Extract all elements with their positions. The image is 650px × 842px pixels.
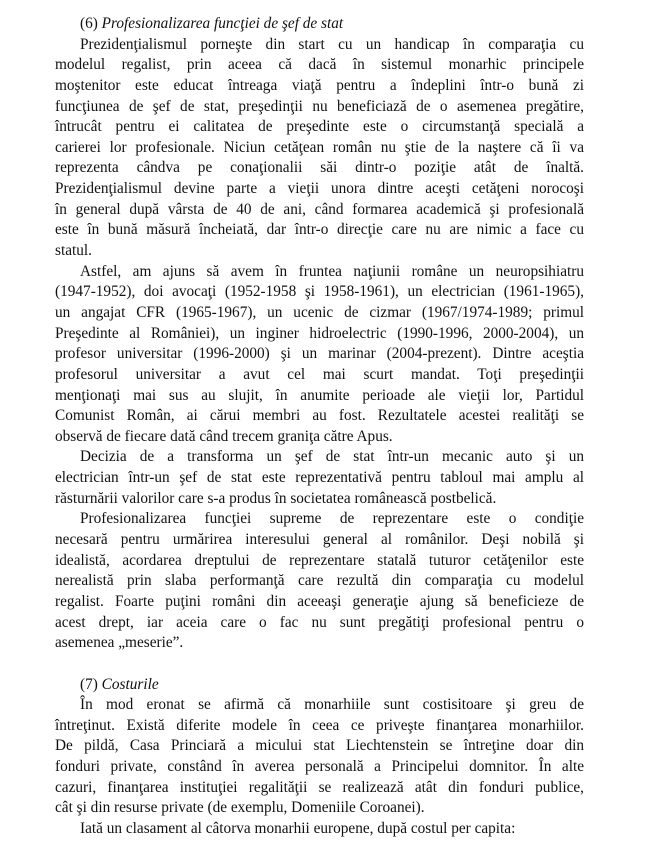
text-line: necesară pentru urmărirea interesului general al românilor. Deşi nobilă şi: [55, 531, 584, 549]
section-6-number: (6): [80, 15, 98, 32]
text-line: În mod eronat se afirmă că monarhiile sunt costisitoare şi greu de: [80, 696, 584, 714]
document-page: [55, 14, 584, 840]
section-6-title: Profesionalizarea funcţiei de şef de stat: [101, 15, 344, 32]
text-line: modelul regalist, prin aceea că dacă în sistemul monarhic principele: [55, 56, 584, 74]
text-line: funcţiunea de şef de stat, preşedinţii nu beneficiază de o asemenea pregătire,: [55, 97, 584, 115]
text-line: întrucât pentru ei calitatea de preşedinte este o circumstanţă specială a: [55, 118, 584, 136]
text-line: este în bună măsură încheiată, dar într-o direcţie care nu are nimic a face cu: [55, 221, 584, 239]
text-line: Iată un clasament al câtorva monarhii europene, după costul per capita:: [80, 819, 516, 837]
section-6-heading: [55, 14, 584, 35]
text-line: fonduri private, constând în averea personală a Principelui domnitor. În alte: [55, 758, 584, 776]
blank-line: [55, 654, 584, 675]
text-line: Prezidenţialismul devine parte a vieţii unora dintre aceşti cetăţeni norocoşi: [55, 180, 584, 198]
text-line: regalist. Foarte puţini români din aceeaşi generaţie ajung să beneficieze de: [55, 592, 584, 610]
paragraph: [55, 509, 584, 653]
section-7-number: (7): [80, 675, 98, 693]
text-line: întreţinut. Există diferite modele în ceea ce priveşte finanţarea monarhiilor.: [55, 716, 584, 734]
text-line: moştenitor este educat întreaga viaţă pentru a îndeplini într-o bună zi: [55, 76, 584, 94]
section-7-title: Costurile: [101, 675, 159, 693]
text-line: profesorul universitar a avut cel mai scurt mandat. Toţi preşedinţii: [55, 365, 584, 383]
text-line: idealistă, acordarea dreptului de reprezentare statală tuturor cetăţenilor este: [55, 551, 584, 569]
text-line: carierei lor profesionale. Niciun cetăţean român nu ştie de la naştere că îi va: [55, 138, 584, 156]
paragraph: [55, 35, 584, 262]
text-line: profesor universitar (1996-2000) şi un marinar (2004-prezent). Dintre aceştia: [55, 345, 584, 363]
text-line: cazuri, finanţarea instituţiei regalităţii se realizează atât din fonduri publice,: [55, 778, 584, 796]
text-line: un angajat CFR (1965-1967), un ucenic de cizmar (1967/1974-1989; primul: [55, 303, 584, 321]
text-line: cât şi din resurse private (de exemplu, Domeniile Coroanei).: [55, 799, 425, 817]
text-line: statul.: [55, 242, 92, 260]
text-line: Preşedinte al României), un inginer hidroelectric (1990-1996, 2000-2004), un: [55, 324, 584, 342]
text-line: răsturnării valorilor care s-a produs în societatea românească postbelică.: [55, 489, 497, 507]
text-line: în general după vârsta de 40 de ani, când formarea academică şi profesională: [55, 200, 584, 218]
paragraph: [55, 695, 584, 819]
text-line: menţionaţi mai sus au slujit, în anumite perioade ale vieţii lor, Partidul: [55, 386, 584, 404]
paragraph: [55, 819, 584, 840]
text-line: Profesionalizarea funcţiei supreme de reprezentare este o condiţie: [80, 510, 584, 528]
paragraph: [55, 262, 584, 448]
text-line: asemenea „meserie”.: [55, 634, 184, 652]
text-line: Comunist Român, ai cărui membri au fost. Rezultatele acestei realităţi se: [55, 407, 584, 425]
text-line: acest drept, iar aceia care o fac nu sunt pregătiţi profesional pentru o: [55, 613, 584, 631]
text-line: nerealistă prin slaba performanţă care rezultă din comparaţia cu modelul: [55, 572, 584, 590]
text-line: observă de fiecare dată când trecem graniţa către Apus.: [55, 427, 393, 445]
paragraph: [55, 447, 584, 509]
section-7-heading: [55, 675, 584, 696]
text-line: Prezidenţialismul porneşte din start cu un handicap în comparaţia cu: [80, 35, 584, 53]
text-line: Astfel, am ajuns să avem în fruntea naţiunii române un neuropsihiatru: [80, 262, 584, 280]
text-line: De pildă, Casa Princiară a micului stat Liechtenstein se întreţine doar din: [55, 737, 584, 755]
text-line: reprezenta cândva pe conaţionalii săi dintr-o poziţie atât de înaltă.: [55, 159, 584, 177]
text-line: (1947-1952), doi avocaţi (1952-1958 şi 1958-1961), un electrician (1961-1965),: [55, 283, 584, 301]
text-line: Decizia de a transforma un şef de stat într-un mecanic auto şi un: [80, 448, 584, 466]
text-line: electrician într-un şef de stat este reprezentativă pentru tabloul mai amplu al: [55, 469, 584, 487]
